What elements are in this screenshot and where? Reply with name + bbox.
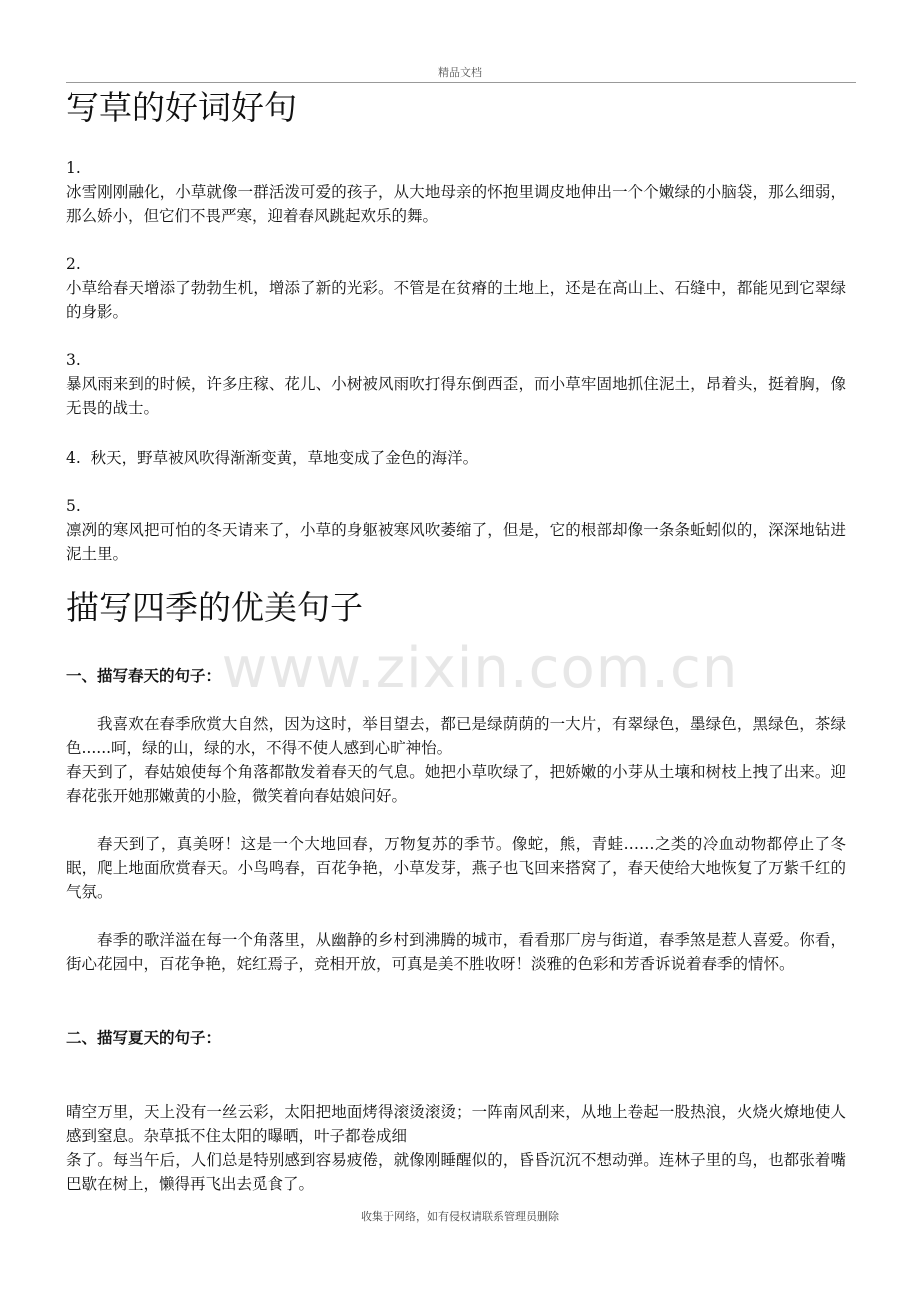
section-title-grass: 写草的好词好句 (66, 88, 297, 127)
item-text: 冰雪刚刚融化，小草就像一群活泼可爱的孩子，从大地母亲的怀抱里调皮地伸出一个个嫩绿的小脑袋，那么细弱，那么娇小，但它们不畏严寒，迎着春风跳起欢乐的舞。 (66, 183, 846, 225)
paragraph: 我喜欢在春季欣赏大自然，因为这时，举目望去，都已是绿荫荫的一大片，有翠绿色，墨绿色，黑绿色，茶绿色......呵，绿的山，绿的水，不得不使人感到心旷神怡。 (66, 715, 846, 757)
item-number: 2. (66, 255, 81, 273)
spring-heading: 一、描写春天的句子： (66, 667, 222, 685)
list-item (66, 156, 846, 228)
item-number: 4. (66, 449, 81, 467)
item-text: 凛冽的寒风把可怕的冬天请来了，小草的身躯被寒风吹萎缩了，但是，它的根部却像一条条蚯蚓似的，深深地钻进泥土里。 (66, 521, 846, 563)
paragraph: 条了。每当午后，人们总是特别感到容易疲倦，就像刚睡醒似的，昏昏沉沉不想动弹。连林子里的鸟，也都张着嘴巴歇在树上，懒得再飞出去觅食了。 (66, 1151, 846, 1193)
paragraph: 春天到了，真美呀！这是一个大地回春，万物复苏的季节。像蛇，熊，青蛙……之类的冷血动物都停止了冬眠，爬上地面欣赏春天。小鸟鸣春，百花争艳，小草发芽，燕子也飞回来搭窝了，春天使给大地恢复了万紫千红的气氛。 (66, 835, 846, 901)
paragraph: 春天到了，春姑娘使每个角落都散发着春天的气息。她把小草吹绿了，把娇嫩的小芽从土壤和树枝上拽了出来。迎春花张开她那嫩黄的小脸，微笑着向春姑娘问好。 (66, 763, 846, 805)
paragraph: 晴空万里，天上没有一丝云彩，太阳把地面烤得滚烫滚烫；一阵南风刮来，从地上卷起一股热浪，火烧火燎地使人感到窒息。杂草抵不住太阳的曝晒，叶子都卷成细 (66, 1103, 846, 1145)
header-divider (66, 82, 856, 83)
page-header: 精品文档 (438, 66, 482, 79)
item-number: 1. (66, 159, 81, 177)
page-footer: 收集于网络，如有侵权请联系管理员删除 (361, 1210, 559, 1223)
list-item (66, 494, 846, 566)
watermark: www.zixin.com.cn (221, 636, 739, 701)
item-text: 秋天，野草被风吹得渐渐变黄，草地变成了金色的海洋。 (90, 449, 479, 467)
section-title-seasons: 描写四季的优美句子 (66, 588, 363, 627)
list-item (66, 252, 846, 324)
item-text: 小草给春天增添了勃勃生机，增添了新的光彩。不管是在贫瘠的土地上，还是在高山上、石缝中，都能见到它翠绿的身影。 (66, 279, 846, 321)
item-number: 5. (66, 497, 81, 515)
paragraph: 春季的歌洋溢在每一个角落里，从幽静的乡村到沸腾的城市，看看那厂房与街道，春季煞是惹人喜爱。你看，街心花园中，百花争艳，姹红焉子，竞相开放，可真是美不胜收呀！淡雅的色彩和芳香诉说着春季的情怀。 (66, 931, 846, 973)
list-item (66, 446, 846, 470)
summer-heading: 二、描写夏天的句子： (66, 1029, 222, 1047)
item-text: 暴风雨来到的时候，许多庄稼、花儿、小树被风雨吹打得东倒西歪，而小草牢固地抓住泥土，昂着头，挺着胸，像无畏的战士。 (66, 375, 846, 417)
list-item (66, 348, 846, 420)
item-number: 3. (66, 351, 81, 369)
